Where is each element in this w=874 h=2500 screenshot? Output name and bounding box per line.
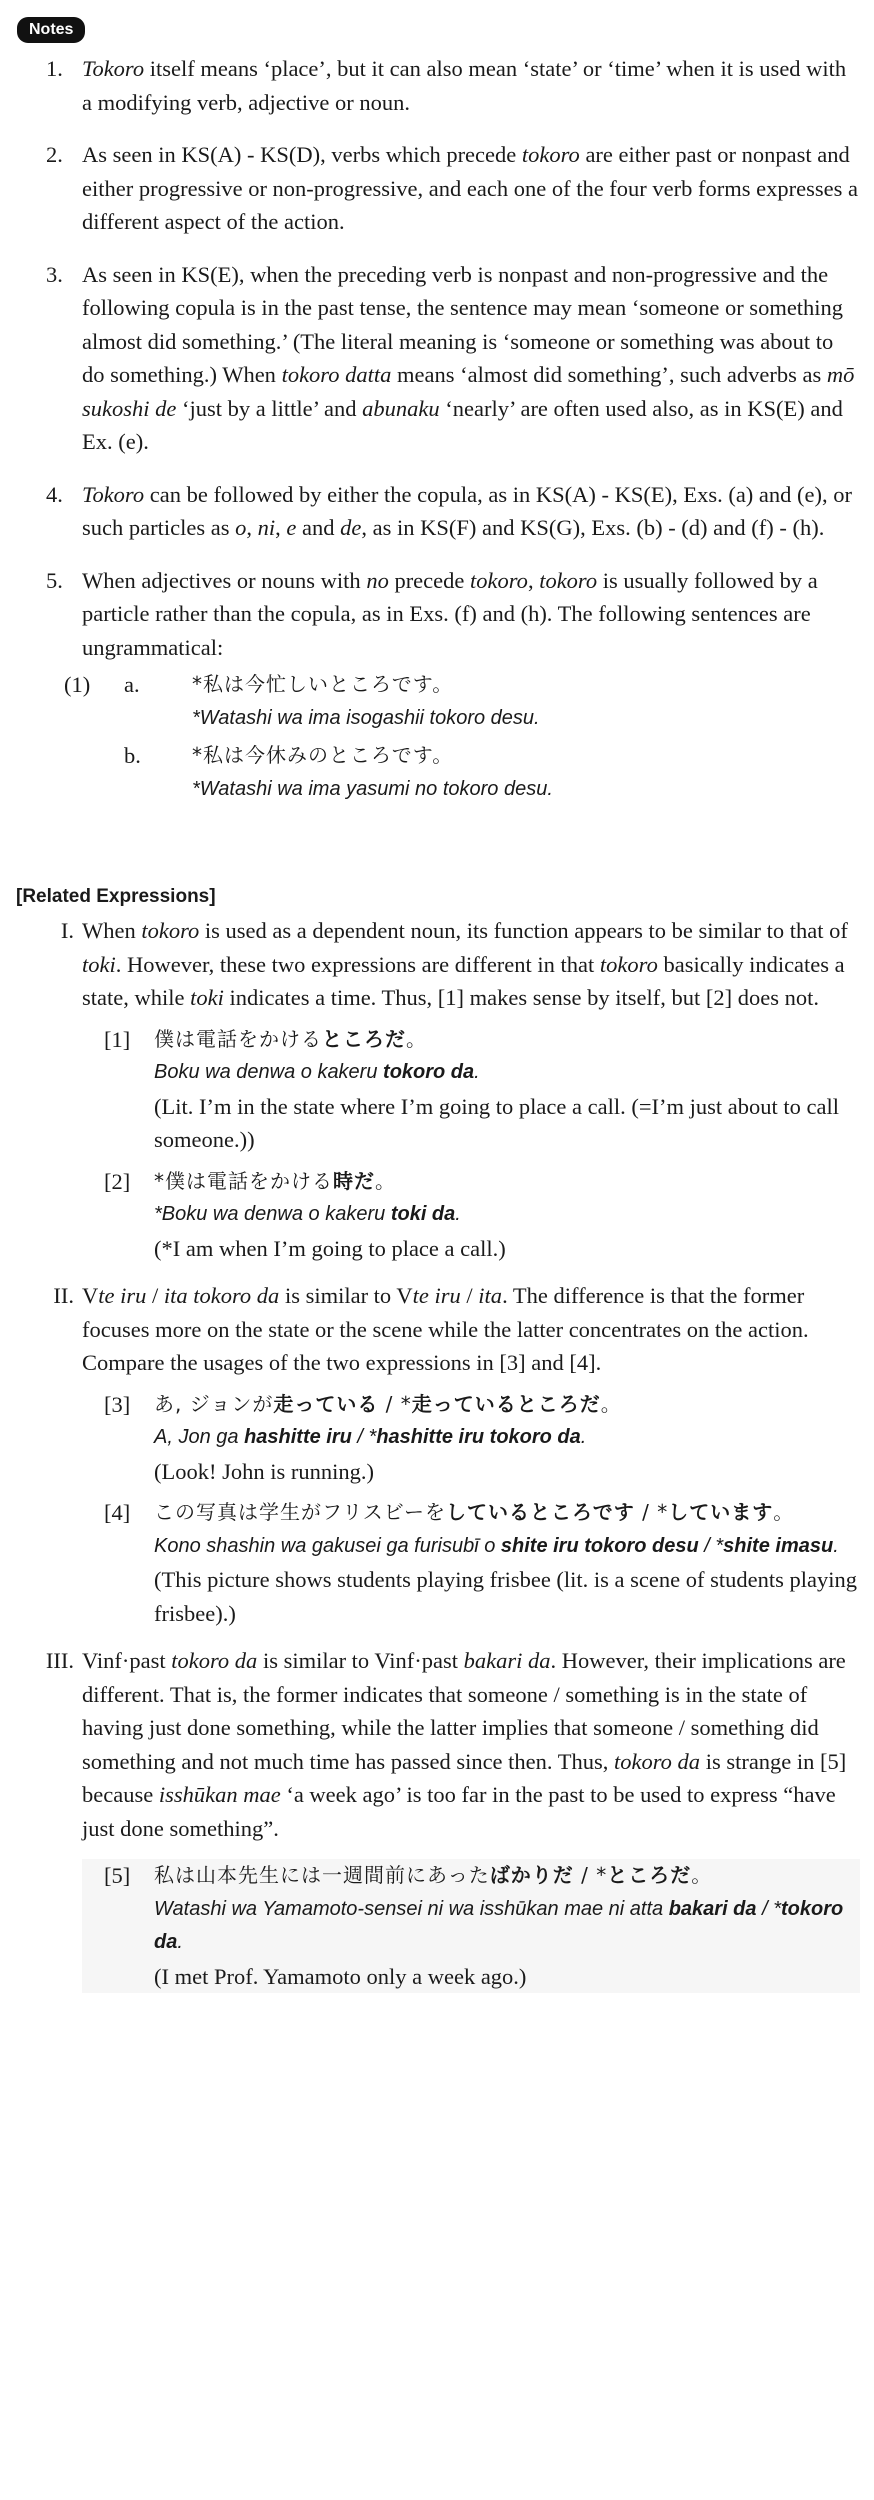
- text-run: . However, their implications are different. That is, the former indicates that someone / something is in the state of having just done something, while the latter implies that someone / something did something and not much time has passed since then. Thus,: [82, 1648, 846, 1774]
- text-run: , as in KS(F) and KS(G), Exs. (b) - (d) and (f) - (h).: [361, 515, 825, 540]
- text-run: te iru: [412, 1283, 461, 1308]
- text-run: ‘just by a little’ and: [176, 395, 363, 421]
- text-run: / *: [378, 1391, 412, 1416]
- text-run: is usually followed by a particle rather than the copula, as in Exs. (f) and (h). The following sentences are ungrammatical:: [82, 567, 818, 660]
- text-run: tokoro: [539, 567, 598, 593]
- text-run: ところだ: [322, 1026, 406, 1051]
- example-row: [64, 668, 860, 735]
- text-run: de: [340, 515, 362, 540]
- notes-list: [0, 52, 874, 825]
- text-run: 。: [406, 1026, 427, 1051]
- text-run: Tokoro: [82, 56, 145, 81]
- text-run: .: [177, 1931, 183, 1953]
- example-japanese: *私は今休みのところです。: [192, 743, 454, 767]
- text-run: itself means ‘place’, but it can also mean ‘state’ or ‘time’ when it is used with a modifying verb, adjective or noun.: [82, 56, 847, 115]
- text-run: しています: [668, 1500, 774, 1524]
- text-run: 僕は電話をかける: [154, 1026, 322, 1051]
- note-item: [0, 138, 874, 239]
- text-run: .: [474, 1061, 480, 1083]
- text-run: / *: [351, 1426, 377, 1448]
- text-run: ita: [478, 1283, 503, 1308]
- text-run: tokoro: [141, 918, 200, 943]
- example-number: [2]: [104, 1168, 131, 1194]
- related-text: [82, 1279, 860, 1380]
- text-run: basically indicates a state, while: [82, 951, 845, 1010]
- example-translation: (I met Prof. Yamamoto only a week ago.): [154, 1963, 527, 1989]
- note-item: [0, 478, 874, 545]
- text-run: tokoro: [599, 951, 658, 977]
- example-japanese: [154, 1496, 860, 1530]
- related-text: [82, 914, 860, 1015]
- example-translation: (*I am when I’m going to place a call.): [154, 1235, 506, 1261]
- text-run: ni: [257, 515, 276, 540]
- text-run: e: [286, 515, 297, 540]
- example-romaji: [154, 1056, 860, 1090]
- text-run: V: [82, 1283, 99, 1308]
- example-romaji: [154, 1421, 860, 1455]
- example-romaji: [154, 1530, 860, 1564]
- example-group-label: (1): [64, 672, 91, 697]
- example-row: [64, 739, 860, 806]
- related-example: [82, 1023, 860, 1157]
- text-run: means ‘almost did something’, such adverbs as: [391, 362, 827, 387]
- related-expressions-heading: [Related Expressions]: [16, 886, 216, 907]
- text-run: tokoro: [521, 142, 580, 167]
- related-item: [0, 1279, 874, 1630]
- text-run: ,: [246, 515, 258, 540]
- example-translation: (Look! John is running.): [154, 1458, 374, 1484]
- text-run: and: [296, 515, 341, 540]
- text-run: indicates a time. Thus, [1] makes sense by itself, but [2] does not.: [223, 985, 819, 1010]
- note-text: [82, 478, 860, 545]
- note-item: [0, 564, 874, 807]
- note-item: [0, 52, 874, 119]
- text-run: bakari da: [668, 1897, 757, 1920]
- text-run: ita tokoro da: [163, 1283, 280, 1308]
- text-run: ,: [275, 515, 287, 540]
- text-run: ‘nearly’ are often used also, as in KS(E) and Ex. (e).: [82, 395, 843, 454]
- text-run: /: [146, 1283, 164, 1308]
- text-run: o: [235, 515, 247, 540]
- text-run: / *: [634, 1500, 669, 1524]
- text-run: tokoro da: [383, 1061, 475, 1083]
- example-number: [3]: [104, 1391, 131, 1417]
- text-run: .: [580, 1426, 587, 1448]
- related-example: [82, 1388, 860, 1489]
- text-run: can be followed by either the copula, as in KS(A) - KS(E), Exs. (a) and (e), or such particles as: [82, 481, 853, 540]
- related-number: III.: [45, 1648, 74, 1673]
- related-example: [82, 1496, 860, 1630]
- note-number: 3.: [46, 261, 63, 287]
- text-run: ところだ: [607, 1863, 692, 1887]
- example-number: [1]: [104, 1026, 131, 1052]
- text-run: / *: [573, 1863, 608, 1887]
- related-example: [82, 1859, 860, 1993]
- text-run: *Boku wa denwa o kakeru: [154, 1203, 391, 1225]
- text-run: 。: [600, 1391, 622, 1416]
- text-run: tokoro da: [614, 1748, 701, 1774]
- note-text: [82, 564, 860, 665]
- note-number: 1.: [46, 56, 63, 81]
- text-run: te iru: [98, 1283, 147, 1308]
- text-run: 。: [375, 1168, 396, 1193]
- example-label: a.: [124, 672, 140, 697]
- text-run: Vinf·past: [82, 1648, 172, 1673]
- example-number: [4]: [104, 1500, 131, 1525]
- text-run: この写真は学生がフリスビーを: [154, 1500, 446, 1524]
- example-japanese: [154, 1165, 860, 1199]
- text-run: tokoro: [470, 567, 528, 593]
- text-run: 時だ: [333, 1168, 375, 1193]
- note-text: [82, 138, 860, 239]
- text-run: abunaku: [362, 395, 440, 421]
- text-run: toki da: [390, 1203, 456, 1225]
- related-text: [82, 1644, 860, 1845]
- text-run: 走っているところだ: [411, 1391, 601, 1416]
- text-run: precede: [388, 567, 471, 593]
- example-translation: (Lit. I’m in the state where I’m going to place a call. (=I’m just about to call someone.)): [154, 1093, 839, 1152]
- text-run: toki: [190, 985, 224, 1010]
- example-romaji: *Watashi wa ima isogashii tokoro desu.: [192, 706, 540, 729]
- note-text: [82, 258, 860, 459]
- related-number: I.: [60, 918, 74, 943]
- text-run: /: [460, 1283, 479, 1308]
- example-japanese: [154, 1023, 860, 1057]
- text-run: As seen in KS(A) - KS(D), verbs which precede: [82, 142, 522, 167]
- text-run: tokoro da: [154, 1897, 844, 1953]
- text-run: is used as a dependent noun, its function appears to be similar to that of: [199, 918, 848, 943]
- example-romaji: [154, 1198, 860, 1232]
- text-run: hashitte iru tokoro da: [376, 1426, 581, 1448]
- text-run: . However, these two expressions are different in that: [115, 951, 600, 977]
- related-example: [82, 1165, 860, 1266]
- text-run: .: [455, 1203, 461, 1225]
- note-item: [0, 258, 874, 459]
- text-run: As seen in KS(E), when the preceding verb is nonpast and non-progressive and the following copula is in the past tense, the sentence may mean ‘someone or something almost did something.’ (The literal meaning is ‘someone or something was about to do something.) When: [82, 261, 844, 387]
- text-run: 走っている: [273, 1391, 379, 1416]
- note-number: 5.: [46, 567, 63, 593]
- text-run: isshūkan mae: [158, 1782, 281, 1807]
- text-run: 私は山本先生には一週間前にあった: [154, 1863, 490, 1887]
- text-run: / *: [698, 1534, 724, 1557]
- related-item: [0, 914, 874, 1265]
- example-label: b.: [124, 743, 141, 768]
- text-run: tokoro da: [171, 1648, 258, 1673]
- example-japanese: *私は今忙しいところです。: [192, 672, 454, 696]
- text-run: mō sukoshi de: [82, 362, 855, 421]
- text-run: ばかりだ: [489, 1863, 574, 1887]
- example-romaji: *Watashi wa ima yasumi no tokoro desu.: [192, 777, 553, 800]
- text-run: / *: [756, 1897, 781, 1920]
- related-number: II.: [53, 1283, 74, 1308]
- text-run: ,: [527, 567, 540, 593]
- text-run: ‘a week ago’ is too far in the past to be used to express “have just done something”.: [82, 1782, 836, 1841]
- text-run: A, Jon ga: [154, 1426, 245, 1448]
- text-run: 。: [691, 1863, 713, 1887]
- text-run: shite iru tokoro desu: [500, 1534, 699, 1557]
- text-run: is similar to V: [279, 1283, 413, 1308]
- related-item: [0, 1644, 874, 1993]
- text-run: When adjectives or nouns with: [82, 567, 367, 593]
- text-run: 。: [773, 1500, 795, 1524]
- text-run: Watashi wa Yamamoto-sensei ni wa isshūkan mae ni atta: [154, 1897, 669, 1920]
- text-run: bakari da: [463, 1648, 551, 1673]
- text-run: あ, ジョンが: [154, 1391, 274, 1416]
- text-run: When: [82, 918, 142, 943]
- text-run: is similar to Vinf·past: [257, 1648, 464, 1673]
- related-expressions-list: [0, 914, 874, 2007]
- text-run: toki: [82, 951, 116, 977]
- example-japanese: [154, 1859, 860, 1893]
- note-text: [82, 52, 860, 119]
- example-number: [5]: [104, 1863, 131, 1888]
- text-run: .: [833, 1534, 839, 1557]
- notes-badge: Notes: [17, 17, 85, 43]
- text-run: Kono shashin wa gakusei ga furisubī o: [154, 1534, 501, 1557]
- text-run: しているところです: [446, 1500, 635, 1524]
- example-romaji: [154, 1893, 860, 1960]
- text-run: are either past or nonpast and either progressive or non-progressive, and each one of the four verb forms expresses a different aspect of the action.: [82, 142, 858, 234]
- note-number: 4.: [46, 481, 63, 507]
- text-run: no: [366, 567, 389, 593]
- ungrammatical-examples: [64, 668, 860, 806]
- text-run: . The difference is that the former focuses more on the state or the scene while the latter concentrates on the action. Compare the usages of the two expressions in [3] and [4].: [82, 1283, 809, 1375]
- text-run: Boku wa denwa o kakeru: [154, 1061, 384, 1083]
- text-run: shite imasu: [723, 1534, 834, 1557]
- text-run: tokoro datta: [281, 362, 392, 387]
- example-translation: (This picture shows students playing frisbee (lit. is a scene of students playing frisbee).): [154, 1567, 857, 1626]
- note-number: 2.: [46, 142, 63, 167]
- text-run: *僕は電話をかける: [154, 1168, 333, 1193]
- example-japanese: [154, 1388, 860, 1422]
- text-run: Tokoro: [82, 481, 145, 507]
- text-run: hashitte iru: [244, 1426, 352, 1448]
- text-run: is strange in [5] because: [82, 1748, 847, 1807]
